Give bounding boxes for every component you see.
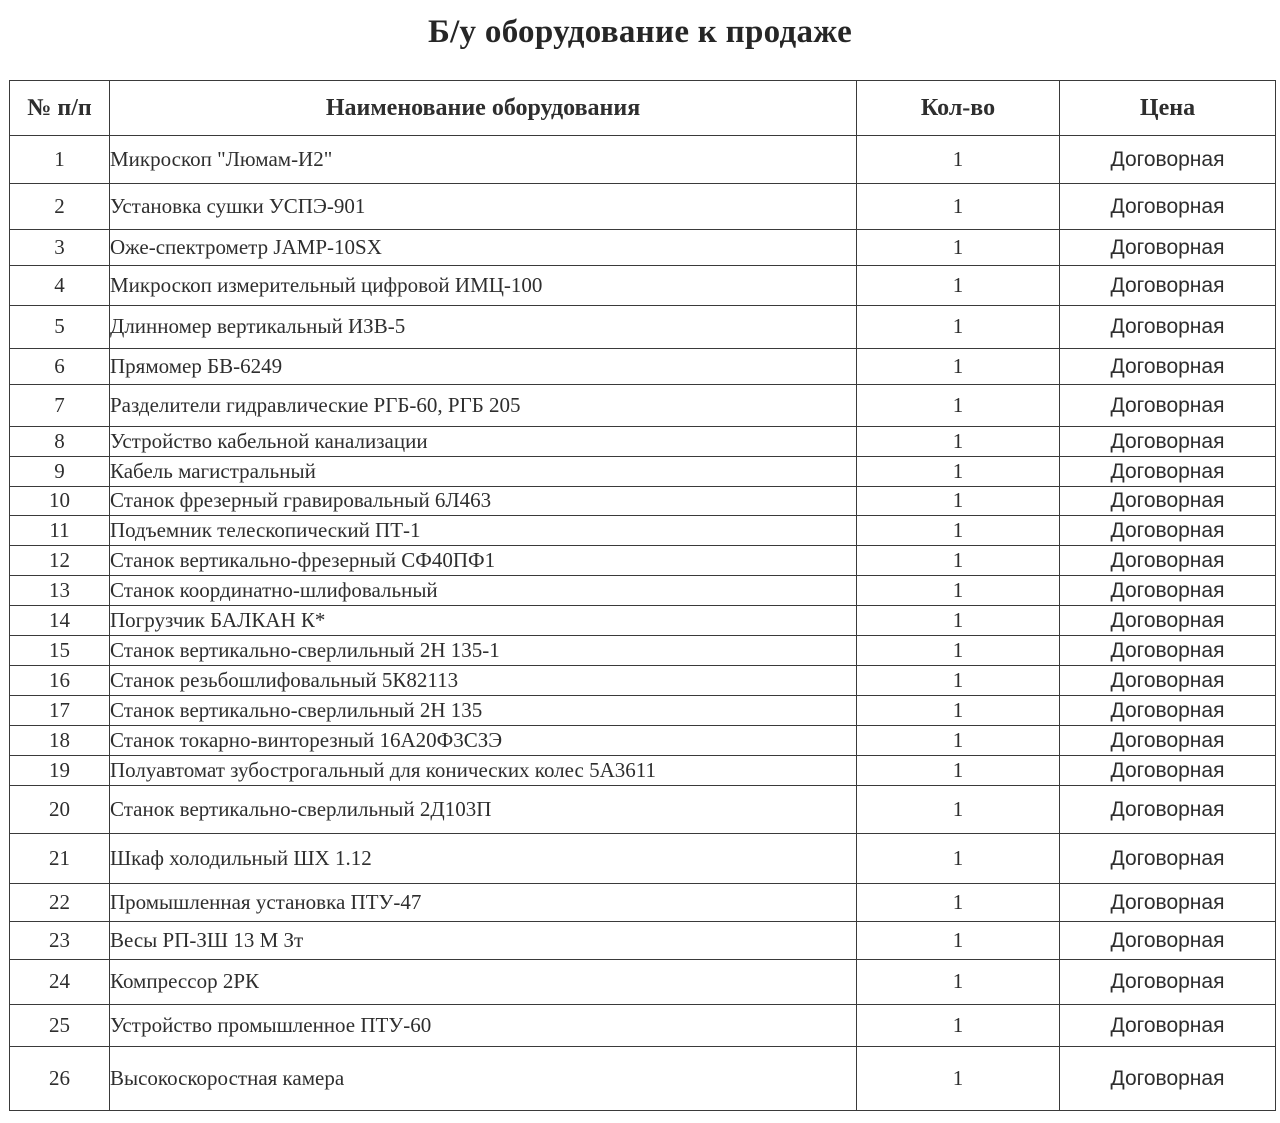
column-header-name: Наименование оборудования <box>110 81 857 136</box>
row-number: 10 <box>10 487 110 516</box>
table-row <box>10 726 1276 756</box>
equipment-name: Микроскоп "Люмам-И2" <box>110 136 857 184</box>
price: Договорная <box>1060 834 1276 884</box>
price: Договорная <box>1060 1005 1276 1047</box>
equipment-name: Установка сушки УСПЭ-901 <box>110 184 857 230</box>
price: Договорная <box>1060 349 1276 385</box>
row-number: 20 <box>10 786 110 834</box>
price: Договорная <box>1060 756 1276 786</box>
row-number: 16 <box>10 666 110 696</box>
price: Договорная <box>1060 696 1276 726</box>
quantity: 1 <box>857 1047 1060 1111</box>
quantity: 1 <box>857 546 1060 576</box>
price: Договорная <box>1060 786 1276 834</box>
equipment-name: Высокоскоростная камера <box>110 1047 857 1111</box>
equipment-name: Станок фрезерный гравировальный 6Л463 <box>110 487 857 516</box>
quantity: 1 <box>857 349 1060 385</box>
row-number: 5 <box>10 306 110 349</box>
quantity: 1 <box>857 606 1060 636</box>
column-header-quantity: Кол-во <box>857 81 1060 136</box>
equipment-name: Станок вертикально-сверлильный 2Н 135-1 <box>110 636 857 666</box>
table-body <box>10 136 1276 1111</box>
table-row <box>10 666 1276 696</box>
row-number: 21 <box>10 834 110 884</box>
row-number: 23 <box>10 922 110 960</box>
table-row <box>10 136 1276 184</box>
row-number: 26 <box>10 1047 110 1111</box>
equipment-name: Промышленная установка ПТУ-47 <box>110 884 857 922</box>
equipment-name: Оже-спектрометр JAMP-10SX <box>110 230 857 266</box>
row-number: 24 <box>10 960 110 1005</box>
equipment-name: Компрессор 2РК <box>110 960 857 1005</box>
price: Договорная <box>1060 487 1276 516</box>
table-row <box>10 606 1276 636</box>
price: Договорная <box>1060 306 1276 349</box>
price: Договорная <box>1060 136 1276 184</box>
row-number: 2 <box>10 184 110 230</box>
header-row <box>10 81 1276 136</box>
table-row <box>10 786 1276 834</box>
quantity: 1 <box>857 666 1060 696</box>
quantity: 1 <box>857 516 1060 546</box>
equipment-name: Микроскоп измерительный цифровой ИМЦ-100 <box>110 266 857 306</box>
table-row <box>10 306 1276 349</box>
table-row <box>10 457 1276 487</box>
row-number: 11 <box>10 516 110 546</box>
equipment-name: Станок токарно-винторезный 16А20Ф3СЗЭ <box>110 726 857 756</box>
row-number: 19 <box>10 756 110 786</box>
table-row <box>10 349 1276 385</box>
table-row <box>10 1047 1276 1111</box>
equipment-name: Длинномер вертикальный ИЗВ-5 <box>110 306 857 349</box>
row-number: 17 <box>10 696 110 726</box>
price: Договорная <box>1060 960 1276 1005</box>
table-row <box>10 487 1276 516</box>
table-row <box>10 884 1276 922</box>
table-row <box>10 576 1276 606</box>
row-number: 15 <box>10 636 110 666</box>
row-number: 3 <box>10 230 110 266</box>
table-row <box>10 546 1276 576</box>
row-number: 1 <box>10 136 110 184</box>
table-row <box>10 1005 1276 1047</box>
table-row <box>10 756 1276 786</box>
price: Договорная <box>1060 457 1276 487</box>
equipment-name: Полуавтомат зубострогальный для конических колес 5А3611 <box>110 756 857 786</box>
price: Договорная <box>1060 884 1276 922</box>
equipment-name: Станок вертикально-фрезерный СФ40ПФ1 <box>110 546 857 576</box>
quantity: 1 <box>857 385 1060 427</box>
equipment-name: Станок вертикально-сверлильный 2Д103П <box>110 786 857 834</box>
equipment-name: Погрузчик БАЛКАН К* <box>110 606 857 636</box>
page-title: Б/у оборудование к продаже <box>427 14 853 50</box>
row-number: 14 <box>10 606 110 636</box>
equipment-name: Шкаф холодильный ШХ 1.12 <box>110 834 857 884</box>
quantity: 1 <box>857 306 1060 349</box>
price: Договорная <box>1060 666 1276 696</box>
price: Договорная <box>1060 576 1276 606</box>
price: Договорная <box>1060 546 1276 576</box>
equipment-name: Кабель магистральный <box>110 457 857 487</box>
quantity: 1 <box>857 726 1060 756</box>
row-number: 18 <box>10 726 110 756</box>
quantity: 1 <box>857 487 1060 516</box>
row-number: 25 <box>10 1005 110 1047</box>
quantity: 1 <box>857 636 1060 666</box>
price: Договорная <box>1060 427 1276 457</box>
table-row <box>10 230 1276 266</box>
row-number: 9 <box>10 457 110 487</box>
quantity: 1 <box>857 884 1060 922</box>
price: Договорная <box>1060 726 1276 756</box>
row-number: 13 <box>10 576 110 606</box>
table-row <box>10 516 1276 546</box>
table-row <box>10 922 1276 960</box>
quantity: 1 <box>857 696 1060 726</box>
price: Договорная <box>1060 516 1276 546</box>
equipment-name: Устройство промышленное ПТУ-60 <box>110 1005 857 1047</box>
equipment-name: Станок координатно-шлифовальный <box>110 576 857 606</box>
equipment-name: Разделители гидравлические РГБ-60, РГБ 205 <box>110 385 857 427</box>
quantity: 1 <box>857 756 1060 786</box>
quantity: 1 <box>857 427 1060 457</box>
table-header <box>10 81 1276 136</box>
equipment-name: Весы РП-ЗШ 13 М Зт <box>110 922 857 960</box>
quantity: 1 <box>857 834 1060 884</box>
quantity: 1 <box>857 136 1060 184</box>
equipment-name: Прямомер БВ-6249 <box>110 349 857 385</box>
table-row <box>10 266 1276 306</box>
row-number: 22 <box>10 884 110 922</box>
column-header-number: № п/п <box>10 81 110 136</box>
row-number: 7 <box>10 385 110 427</box>
quantity: 1 <box>857 576 1060 606</box>
equipment-name: Подъемник телескопический ПТ-1 <box>110 516 857 546</box>
price: Договорная <box>1060 636 1276 666</box>
table-row <box>10 960 1276 1005</box>
row-number: 8 <box>10 427 110 457</box>
quantity: 1 <box>857 1005 1060 1047</box>
price: Договорная <box>1060 922 1276 960</box>
quantity: 1 <box>857 230 1060 266</box>
quantity: 1 <box>857 786 1060 834</box>
equipment-table <box>9 80 1276 1111</box>
table-row <box>10 184 1276 230</box>
table-row <box>10 427 1276 457</box>
price: Договорная <box>1060 266 1276 306</box>
table-row <box>10 385 1276 427</box>
price: Договорная <box>1060 606 1276 636</box>
equipment-name: Станок вертикально-сверлильный 2Н 135 <box>110 696 857 726</box>
column-header-price: Цена <box>1060 81 1276 136</box>
quantity: 1 <box>857 457 1060 487</box>
equipment-name: Станок резьбошлифовальный 5К82113 <box>110 666 857 696</box>
equipment-name: Устройство кабельной канализации <box>110 427 857 457</box>
row-number: 12 <box>10 546 110 576</box>
price: Договорная <box>1060 385 1276 427</box>
quantity: 1 <box>857 960 1060 1005</box>
quantity: 1 <box>857 922 1060 960</box>
table-row <box>10 834 1276 884</box>
quantity: 1 <box>857 184 1060 230</box>
table-row <box>10 636 1276 666</box>
row-number: 6 <box>10 349 110 385</box>
row-number: 4 <box>10 266 110 306</box>
price: Договорная <box>1060 230 1276 266</box>
table-row <box>10 696 1276 726</box>
price: Договорная <box>1060 1047 1276 1111</box>
quantity: 1 <box>857 266 1060 306</box>
price: Договорная <box>1060 184 1276 230</box>
